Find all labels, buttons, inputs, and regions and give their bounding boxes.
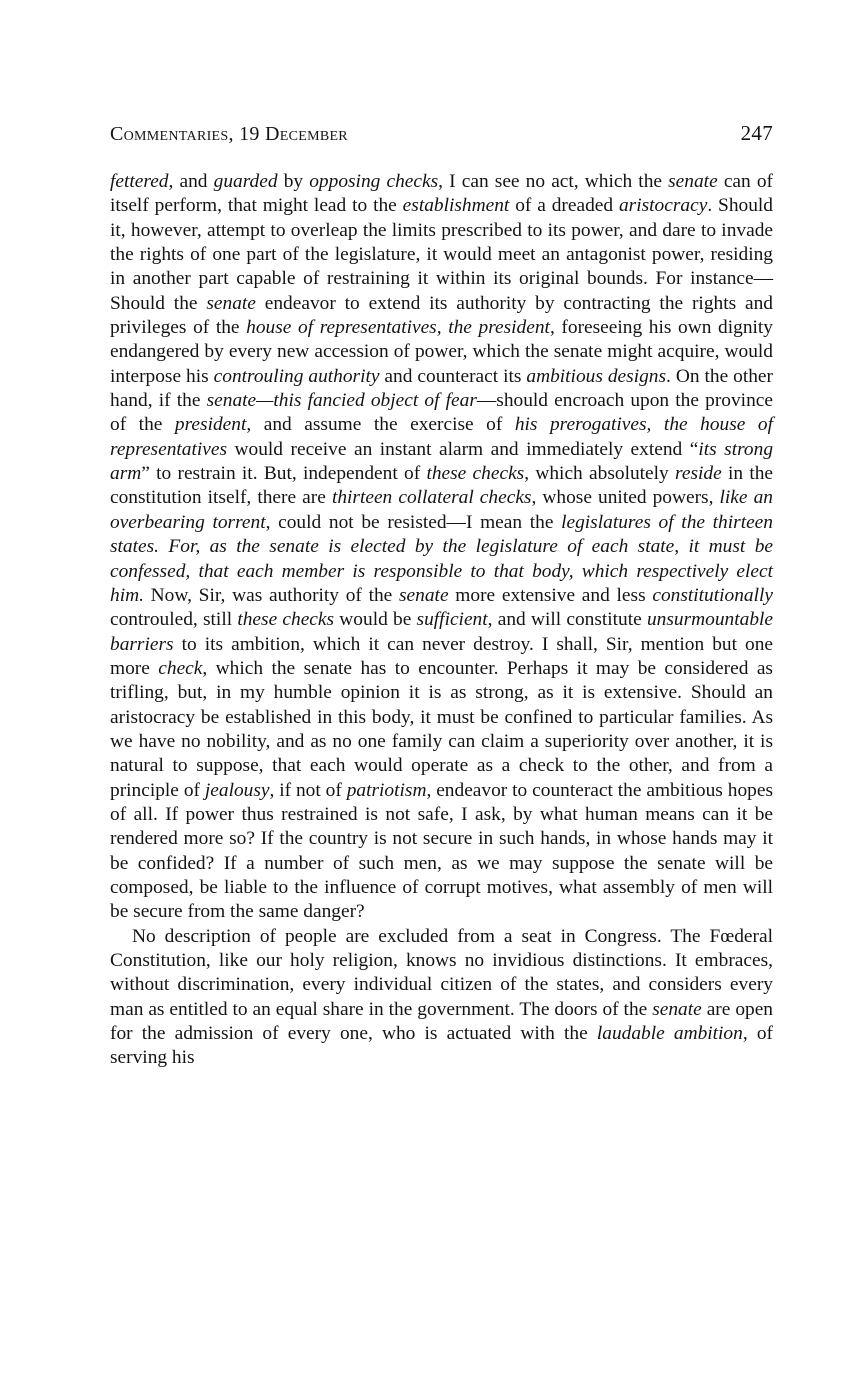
text-run: controuled, still: [110, 609, 238, 631]
emphasized-text: controuling authority: [213, 365, 380, 387]
text-run: , I can see no act, which the: [438, 171, 669, 192]
text-run: of a dreaded: [509, 195, 619, 217]
paragraph: [110, 170, 773, 925]
emphasized-text: his prerogatives, the house of representatives: [110, 414, 774, 460]
emphasized-text: opposing checks: [309, 171, 439, 192]
running-head: [110, 121, 773, 146]
emphasized-text: constitutionally: [652, 584, 773, 606]
text-run: and counteract its: [379, 365, 527, 387]
emphasized-text: senate: [652, 998, 702, 1020]
text-run: more extensive and less: [448, 584, 653, 606]
text-run: , and: [168, 171, 214, 192]
emphasized-text: fettered: [110, 171, 169, 192]
text-run: . Should it, however, attempt to overleap the limits prescribed to its power, and dare to invade the rights of one part of the legislature, it would meet an antagonist power, residing in another part capable of restraining it within its original bounds. For instance—Should the: [110, 195, 773, 314]
text-run: can of itself perform, that might lead to the: [110, 171, 774, 217]
emphasized-text: thirteen collateral checks: [331, 487, 532, 509]
page-number: 247: [740, 121, 773, 145]
running-title: Commentaries, 19 December: [110, 123, 348, 145]
text-run: . On the other hand, if the: [110, 365, 774, 412]
text-run: to its ambition, which it can never destroy. I shall, Sir, mention but one more: [110, 633, 773, 679]
emphasized-text: guarded: [213, 171, 278, 192]
text-run: , endeavor to counteract the ambitious hopes of all. If power thus restrained is not safe, I ask, by what human means can it be rendered more so? If the country is not secure in such hands, in whose hands may it be confided? If a number of such men, as we may suppose the senate will be composed, be liable to the influence of corrupt motives, what assembly of men will be secure from the same danger?: [110, 779, 773, 923]
emphasized-text: like an overbearing torrent: [110, 487, 773, 533]
text-run: would be: [334, 609, 417, 631]
emphasized-text: aristocracy: [618, 195, 708, 217]
emphasized-text: laudable ambition: [596, 1023, 743, 1045]
text-run: , could not be resisted—I mean the: [265, 511, 562, 533]
emphasized-text: its strong arm: [110, 438, 774, 485]
text-run: , foreseeing his own dignity endangered by every new accession of power, which the senate might acquire, would interpose his: [110, 317, 773, 387]
emphasized-text: legislatures of the thirteen states. For, as the senate is elected by the legislature of each state, it must be confessed, that each member is responsible to that body, which respectively elect him.: [110, 511, 773, 606]
emphasized-text: these checks: [426, 463, 525, 485]
text-run: by: [277, 171, 310, 192]
text-run: ” to restrain it. But, independent of: [141, 463, 427, 485]
text-run: No description of people are excluded from a seat in Congress. The Fœderal Constitution, like our holy religion, knows no invidious distinctions. It embraces, without discrimination, every individual citizen of the states, and considers every man as entitled to an equal share in the government. The doors of the: [110, 925, 773, 1020]
emphasized-text: senate: [399, 584, 449, 606]
text-run: —should encroach upon the province of the: [110, 390, 773, 436]
text-run: , which the senate has to encounter. Perhaps it may be considered as trifling, but, in my humble opinion it is as strong, as it is extensive. Should an aristocracy be established in this body, it must be confined to particular families. As we have no nobility, and as no one family can claim a superiority over another, it is natural to suppose, that each would operate as a check to the other, and from a principle of: [110, 657, 773, 801]
emphasized-text: ambitious designs: [526, 365, 667, 387]
emphasized-text: reside: [675, 463, 722, 485]
text-run: in the constitution itself, there are: [110, 463, 774, 509]
emphasized-text: senate: [206, 292, 256, 314]
text-run: , whose united powers,: [531, 487, 720, 509]
text-run: , and will constitute: [487, 609, 647, 631]
emphasized-text: establishment: [402, 195, 510, 217]
body-text: [110, 170, 773, 1071]
text-run: , if not of: [269, 779, 347, 801]
emphasized-text: unsurmountable barriers: [110, 609, 774, 655]
paragraph: [110, 925, 773, 1071]
emphasized-text: patriotism: [346, 779, 427, 801]
text-run: would receive an instant alarm and immediately extend “: [227, 438, 699, 460]
emphasized-text: senate: [668, 171, 718, 192]
text-run: , which absolutely: [524, 463, 676, 485]
emphasized-text: senate—this fancied object of fear: [206, 390, 477, 412]
text-run: Now, Sir, was authority of the: [143, 584, 400, 606]
emphasized-text: sufficient: [416, 609, 488, 631]
text-run: endeavor to extend its authority by contracting the rights and privileges of the: [110, 292, 773, 339]
emphasized-text: house of representatives, the president: [246, 317, 550, 339]
emphasized-text: jealousy: [204, 779, 270, 801]
text-run: , and assume the exercise of: [246, 414, 515, 436]
emphasized-text: check: [158, 657, 203, 679]
text-run: are open for the admission of every one, who is actuated with the: [110, 998, 774, 1045]
emphasized-text: president: [174, 414, 247, 436]
emphasized-text: these checks: [237, 609, 335, 631]
text-run: , of serving his: [110, 1023, 773, 1069]
